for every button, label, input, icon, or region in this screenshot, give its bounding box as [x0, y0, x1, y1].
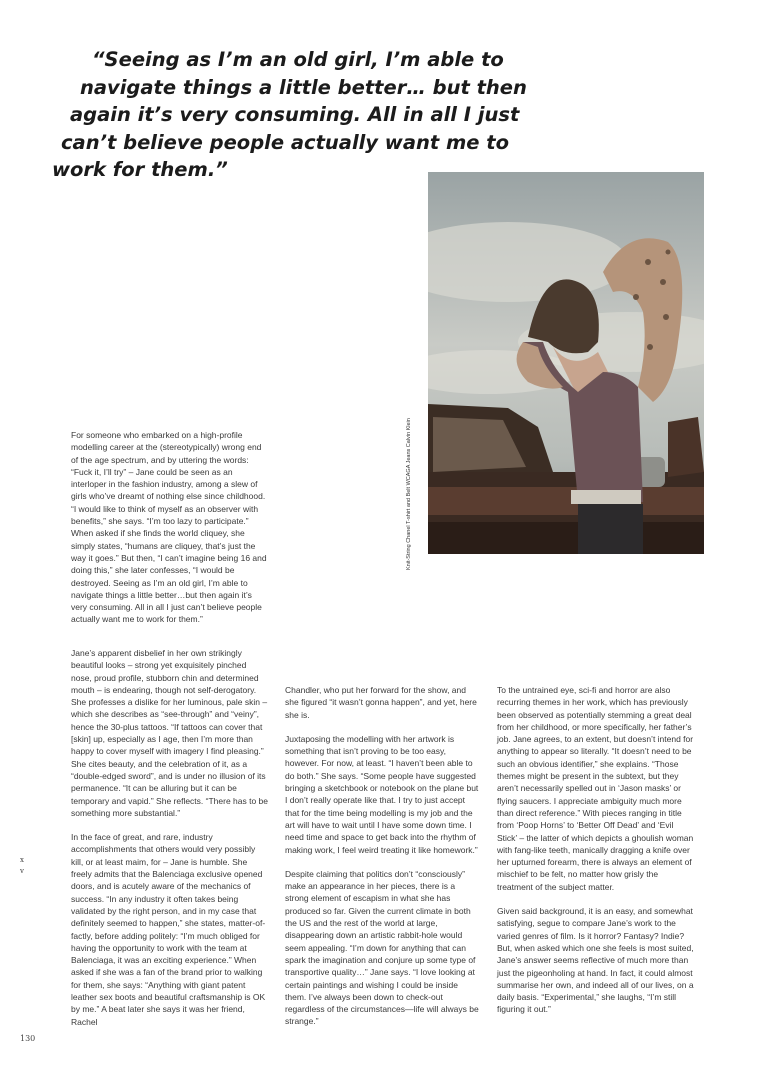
pull-quote-line: again it’s very consuming. All in all I just — [70, 103, 520, 126]
paragraph: Juxtaposing the modelling with her artwork is something that isn’t proving to be too easy, however. For now, at least. “I haven’t been able to do both.” She says. “Some people have suggested bringing a sketchbook or notebook on the plane but I don’t really operate like that. I try to just accept that for the time being modelling is my job and the art will have to wait until I have some down time. I need time and space to get back into the rhythm of making work, I feel weird treating it like homework.” — [285, 733, 479, 855]
page-number: 130 — [20, 1034, 36, 1043]
pull-quote — [52, 46, 552, 184]
paragraph: Given said background, it is an easy, and somewhat satisfying, segue to compare Jane’s work to the varied genres of film. Is it horror? Fantasy? Indie? But, when asked which one she feels is most suited, Jane’s answer seems reflective of much more than just the pigeonholing at hand. In fact, it could almost summarise her own, and indeed all of our lives, on a daily basis. “Experimental,” she laughs, “I’m still figuring it out.” — [497, 906, 694, 1015]
paragraph: To the untrained eye, sci-fi and horror are also recurring themes in her work, which has previously been observed as potentially stemming a great deal from her childhood, or more specifically, her father’s job. Jane agrees, to an extent, but doesn’t intend for anything to appear so literally. “It doesn’t need to be such an obvious identifier,” she explains. “Those themes might be present in the subtext, but they aren’t necessarily spelled out in ‘Jason masks’ or flying saucers. I appreciate ambiguity much more than direct reference.” With pieces ranging in title from ‘Poop Horns’ to ‘Better Off Dead’ and ‘Evil Stick’ – the latter of which depicts a ghoulish woman with fang-like teeth, manically dragging a knife over her upturned forearm, there is always an element of mischief to be felt, no matter how grisly the treatment of the subject matter. — [497, 685, 694, 892]
paragraph: For someone who embarked on a high-profile modelling career at the (stereotypically) wrong end of the age spectrum, and by uttering the words: “Fuck it, I’ll try” – Jane could be seen as an interloper in the fashion industry, among a slew of girls who’ve dreamt of nothing else since childhood. “I would like to think of myself as an observer with benefits,” she says. “I’m too lazy to participate.” When asked if she finds the world cliquey, she simply states, “humans are cliquey, that’s just the way it goes.” But then, “I can’t imagine being 16 and doing this,” she later confesses, “I would be destroyed. Seeing as I’m an old girl, I’m able to navigate things a little better…but then again it’s very consuming. All in all I just can’t believe people actually want me to work for them.” — [71, 430, 267, 625]
paragraph: Despite claiming that politics don’t “consciously” make an appearance in her pieces, there is a strong element of escapism in what she has produced so far. Given the current climate in both the US and the rest of the world at large, disappearing down an artistic rabbit-hole would seem appealing. “I’m down for anything that can spark the imagination and conjure up some type of transportive quality…” Jane says. “I love looking at certain paintings and wishing I could be inside them. I’ve always been down to check-out regardless of the circumstances—life will always be strange.” — [285, 868, 479, 1027]
side-issue-mark — [20, 855, 24, 877]
side-mark: v — [20, 867, 24, 875]
article-column-1-bottom — [71, 647, 269, 1040]
article-column-3 — [497, 684, 695, 1028]
editorial-photo — [428, 172, 704, 554]
article-column-2 — [285, 684, 480, 1040]
paragraph: Chandler, who put her forward for the show, and she figured “it wasn’t gonna happen”, and yet, here she is. — [285, 685, 477, 720]
side-mark: x — [20, 856, 24, 864]
photo-credit: Knit-String Chanel T-shirt and Belt WCAGA Jeans Calvin Klein — [406, 418, 412, 570]
paragraph: Jane’s apparent disbelief in her own strikingly beautiful looks – strong yet exquisitely pinched nose, proud profile, stubborn chin and determined mouth – is endearing, though not self-derogatory. She professes a dislike for her luminous, pale skin – which she describes as “see-through” and “veiny”, hence the 30-plus tattoos. “If tattoos can cover that [skin] up, especially as I age, then I’m more than happy to cover myself with imagery I find pleasing.” She cites beauty, and the celebration of it, as a “double-edged sword”, and is under no illusion of its permanence. “It can be alluring but it can be temporary and vapid.” She reflects. “There has to be something more substantial.” — [71, 648, 269, 818]
pull-quote-line: “Seeing as I’m an old girl, I’m able to — [92, 48, 504, 71]
pull-quote-line: can’t believe people actually want me to — [61, 130, 510, 154]
pull-quote-line: work for them.” — [52, 158, 228, 181]
article-column-1-top — [71, 429, 269, 638]
pull-quote-line: navigate things a little better… but then — [80, 75, 527, 99]
paragraph: In the face of great, and rare, industry accomplishments that others would very possibly kill, or at least maim, for – Jane is humble. She freely admits that the Balenciaga exclusive opened doors, and is acutely aware of the mechanics of success. “In any industry it often takes being validated by the right person, and in my case that definitely seemed to happen,” she states, matter-of-factly, before adding politely: “I’m much obliged for having the opportunity to work with the team at Balenciaga, it was an exciting experience.” When asked if she was a fan of the brand prior to walking for them, she says: “Anything with giant patent leather sex boots and beautiful craftsmanship is OK by me.” A beat later she says it was her friend, Rachel — [71, 832, 266, 1027]
